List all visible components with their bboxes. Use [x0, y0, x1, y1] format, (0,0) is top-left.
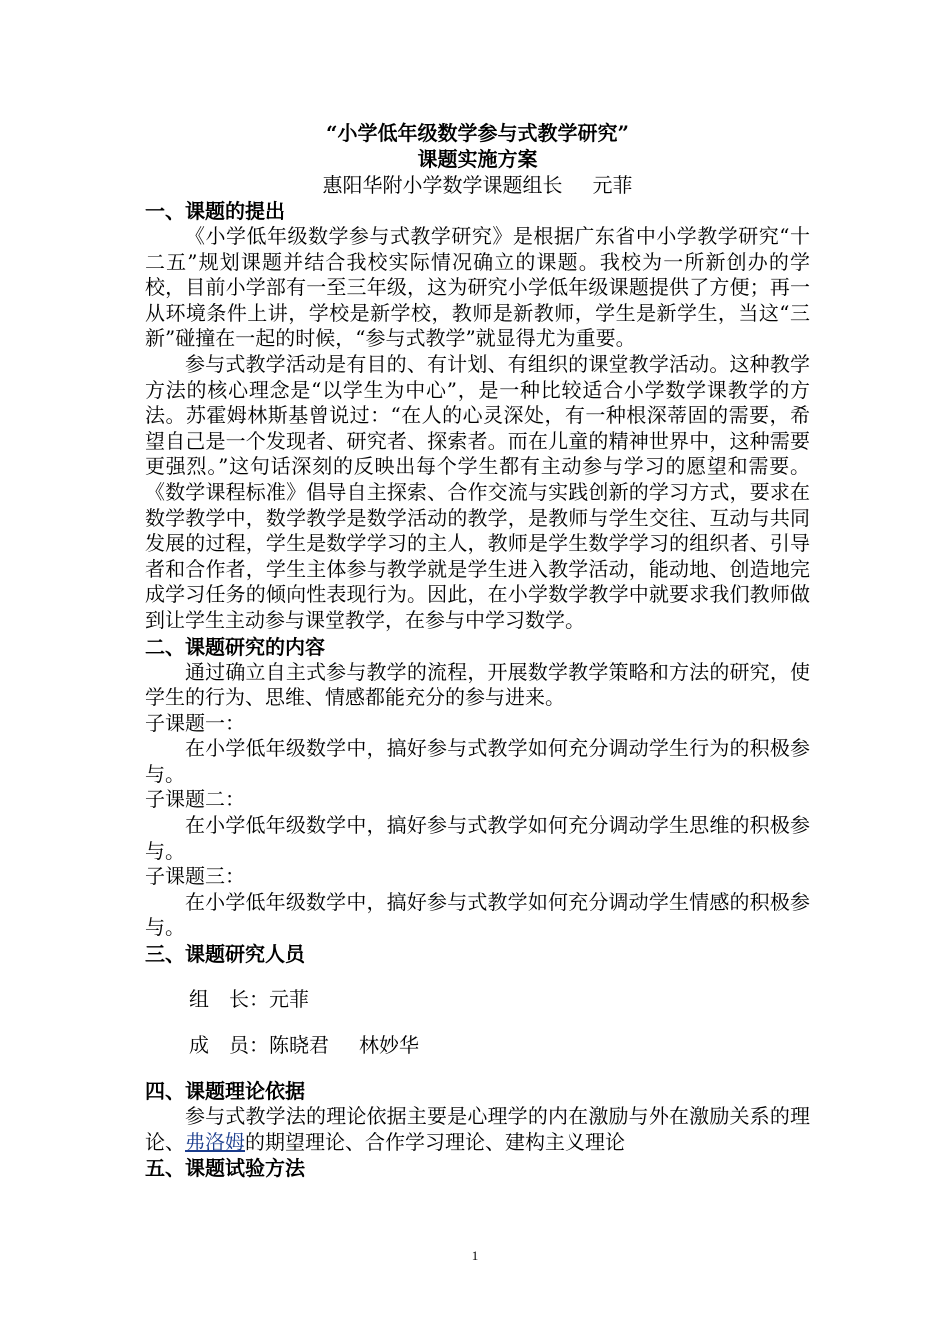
section-1-paragraph-1: 《小学低年级数学参与式教学研究》是根据广东省中小学教学研究“十二五”规划课题并结合我校实际情况确立的课题。我校为一所新创办的学校，目前小学部有一至三年级，这为研究小学低年级课题提供了方便；再一从环境条件上讲，学校是新学校，教师是新教师，学生是新学生，当这“三新”碰撞在一起的时候，“参与式教学”就显得尤为重要。 [145, 224, 810, 351]
section-4-paragraph-1 [145, 1104, 810, 1155]
document-body [145, 120, 810, 1181]
team-member-2: 林妙华 [359, 1032, 419, 1057]
subtopic-1-text: 在小学低年级数学中，搞好参与式教学如何充分调动学生行为的积极参与。 [145, 736, 810, 786]
subtopic-3-text: 在小学低年级数学中，搞好参与式教学如何充分调动学生情感的积极参与。 [145, 889, 810, 940]
spacer [145, 967, 810, 987]
section-2-paragraph-1: 通过确立自主式参与教学的流程，开展数学教学策略和方法的研究，使学生的行为、思维、情感都能充分的参与进来。 [145, 659, 810, 710]
section-heading-2: 二、课题研究的内容 [145, 634, 325, 659]
subtopic-2-label: 子课题二： [145, 787, 245, 812]
subtopic-2-text: 在小学低年级数学中，搞好参与式教学如何充分调动学生思维的积极参与。 [145, 813, 810, 863]
team-leader-label: 组 长： [189, 987, 269, 1012]
team-members-label: 成 员： [189, 1032, 269, 1057]
vroom-link[interactable]: 弗洛姆 [185, 1129, 245, 1154]
byline-org: 惠阳华附小学数学课题组长 [322, 173, 563, 197]
section-heading-5: 五、课题试验方法 [145, 1156, 305, 1181]
section-heading-1: 一、课题的提出 [145, 199, 285, 223]
section-1-paragraph-2: 参与式教学活动是有目的、有计划、有组织的课堂教学活动。这种教学方法的核心理念是“以学生为中心”，是一种比较适合小学数学课教学的方法。苏霍姆林斯基曾说过：“在人的心灵深处，有一种根深蒂固的需要，希望自己是一个发现者、研究者、探索者。而在儿童的精神世界中，这种需要更强烈。”这句话深刻的反映出每个学生都有主动参与学习的愿望和需要。《数学课程标准》倡导自主探索、合作交流与实践创新的学习方式，要求在数学教学中，数学教学是数学活动的教学，是教师与学生交往、互动与共同发展的过程，学生是数学学习的主人，教师是学生数学学习的组织者、引导者和合作者，学生主体参与教学就是学生进入教学活动，能动地、创造地完成学习任务的倾向性表现行为。因此，在小学数学教学中就要求我们教师做到让学生主动参与课堂教学，在参与中学习数学。 [145, 351, 810, 632]
section-heading-4: 四、课题理论依据 [145, 1079, 305, 1104]
team-members-line [145, 1033, 810, 1059]
section-4-text-b: 的期望理论、合作学习理论、建构主义理论 [245, 1129, 625, 1154]
spacer [145, 1058, 810, 1078]
team-leader-name: 元菲 [269, 987, 309, 1012]
subtopic-1-label: 子课题一： [145, 710, 245, 735]
page-number: 1 [471, 1248, 479, 1263]
section-4-text-a: 参与式教学法的理论依据主要是心理学的内在激励与外在激励关系的理论、 [145, 1104, 810, 1154]
spacer [145, 1013, 810, 1033]
document-title-line1: “小学低年级数学参与式教学研究” [325, 121, 629, 145]
document-title-line2: 课题实施方案 [417, 147, 538, 171]
byline-name: 元菲 [592, 173, 633, 197]
team-member-1: 陈晓君 [269, 1032, 329, 1057]
section-heading-3: 三、课题研究人员 [145, 942, 305, 967]
subtopic-3-label: 子课题三： [145, 864, 245, 889]
document-byline [145, 172, 810, 198]
team-leader-line [145, 987, 810, 1013]
